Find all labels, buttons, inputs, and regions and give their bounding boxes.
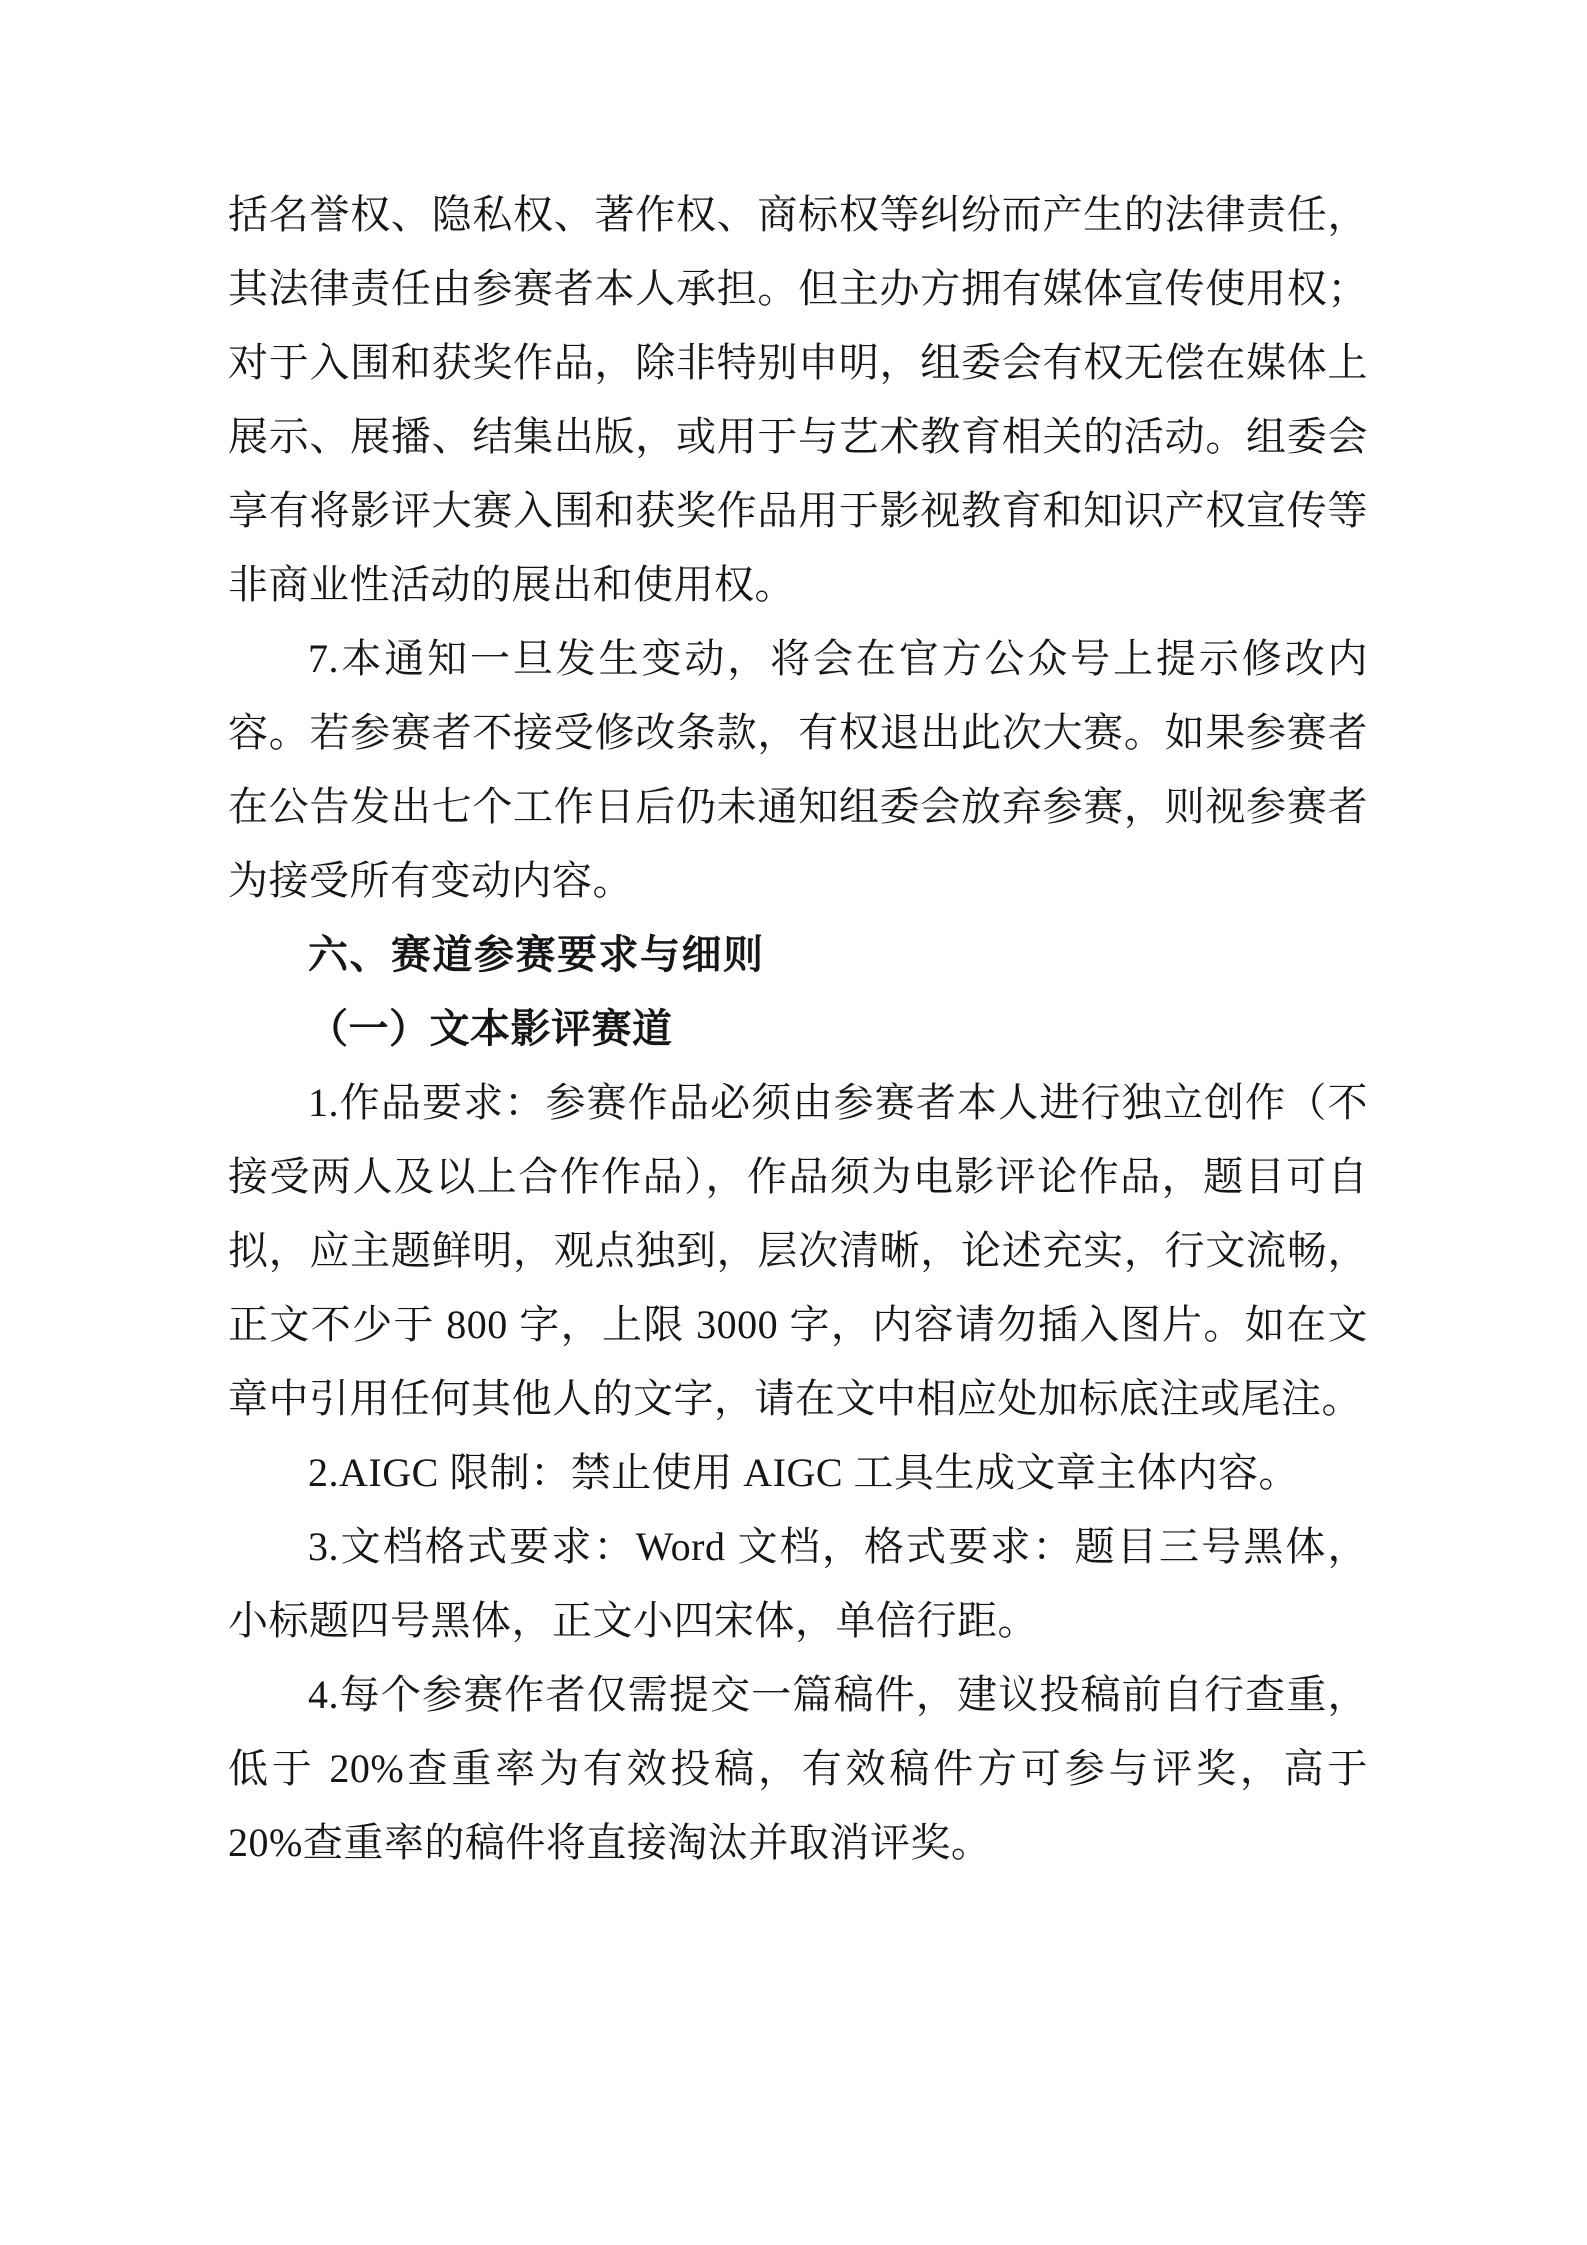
paragraph-item-7: 7.本通知一旦发生变动，将会在官方公众号上提示修改内容。若参赛者不接受修改条款，有权退出此次大赛。如果参赛者在公告发出七个工作日后仍未通知组委会放弃参赛，则视参赛者为接受所有变动内容。: [228, 636, 1368, 903]
paragraph-item-2-aigc: 2.AIGC 限制：禁止使用 AIGC 工具生成文章主体内容。: [308, 1450, 1300, 1495]
paragraph-item-1-work-requirements: 1.作品要求：参赛作品必须由参赛者本人进行独立创作（不接受两人及以上合作作品），作品须为电影评论作品，题目可自拟，应主题鲜明，观点独到，层次清晰，论述充实，行文流畅，正文不少于 800 字，上限 3000 字，内容请勿插入图片。如在文章中引用任何其他人的文字，请在文中相应处加标底注或尾注。: [228, 1080, 1368, 1421]
paragraph-copyright-continued: 括名誉权、隐私权、著作权、商标权等纠纷而产生的法律责任，其法律责任由参赛者本人承担。但主办方拥有媒体宣传使用权；对于入围和获奖作品，除非特别申明，组委会有权无偿在媒体上展示、展播、结集出版，或用于与艺术教育相关的活动。组委会享有将影评大赛入围和获奖作品用于影视教育和知识产权宣传等非商业性活动的展出和使用权。: [228, 192, 1368, 607]
subheading-text-review-track: （一）文本影评赛道: [308, 1006, 673, 1051]
paragraph-item-3-format: 3.文档格式要求：Word 文档，格式要求：题目三号黑体，小标题四号黑体，正文小四宋体，单倍行距。: [228, 1524, 1368, 1643]
heading-section-six: 六、赛道参赛要求与细则: [308, 932, 765, 977]
paragraph-item-4-submission: 4.每个参赛作者仅需提交一篇稿件，建议投稿前自行查重，低于 20%查重率为有效投稿，有效稿件方可参与评奖，高于 20%查重率的稿件将直接淘汰并取消评奖。: [228, 1672, 1368, 1865]
document-body: [228, 178, 1368, 1880]
